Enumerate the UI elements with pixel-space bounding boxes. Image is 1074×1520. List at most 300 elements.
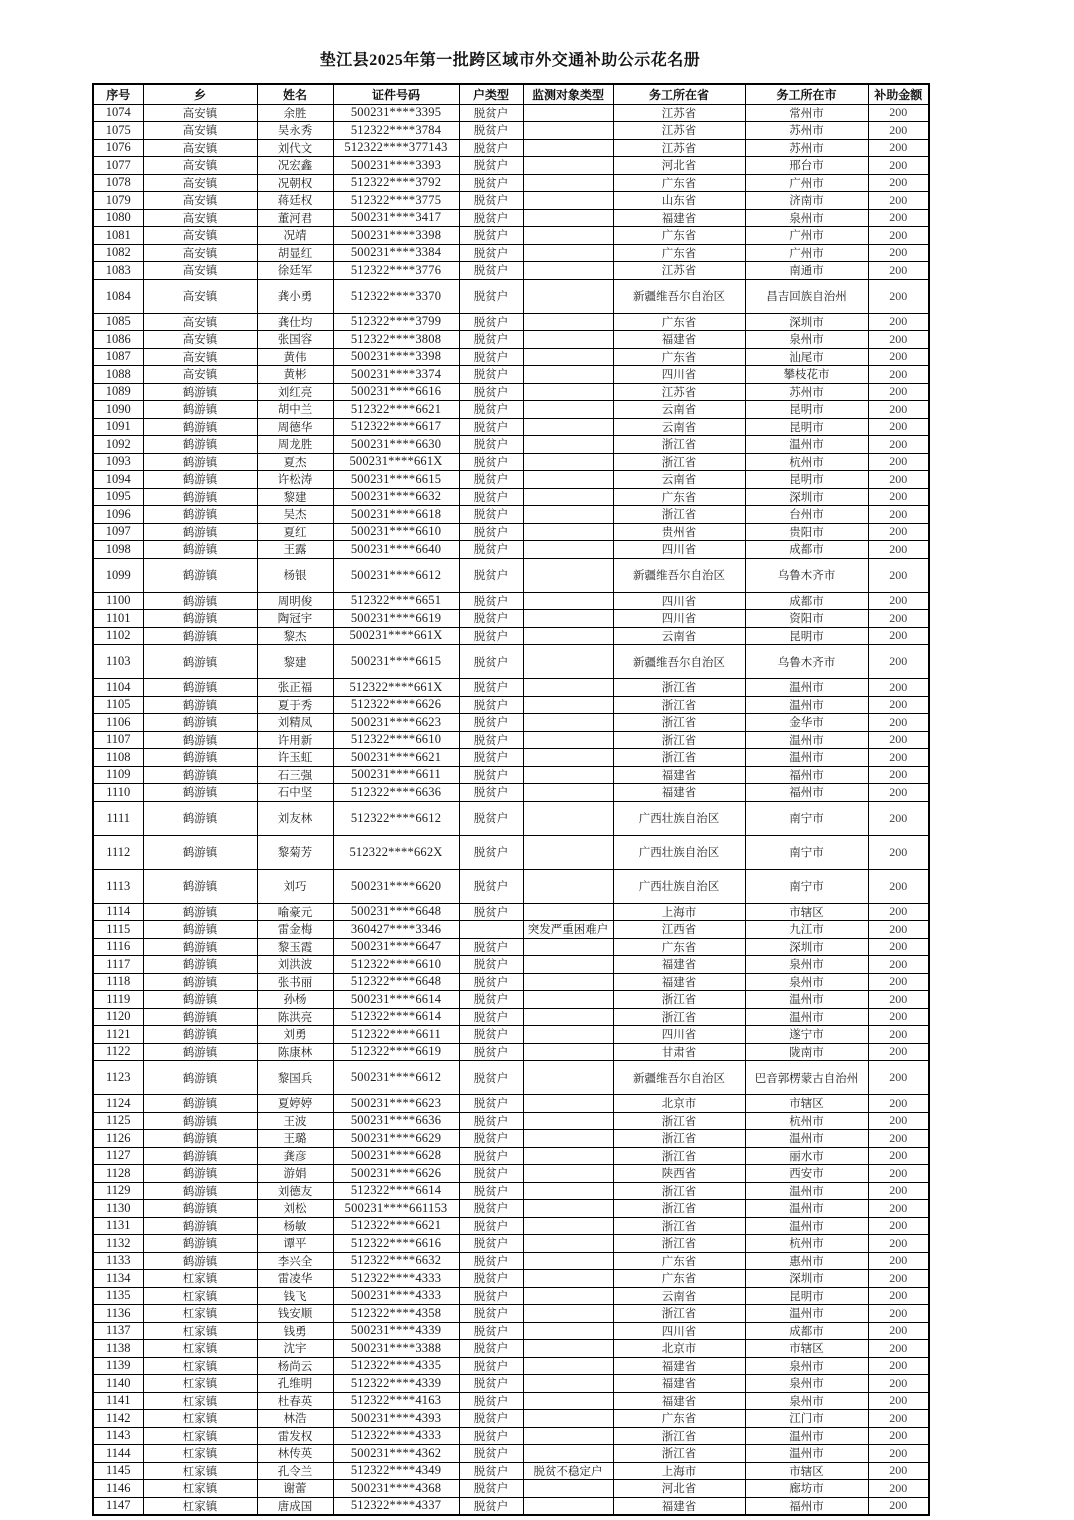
cell-township: 鹤游镇 [143,835,257,869]
cell-city: 温州市 [745,679,868,697]
cell-province: 福建省 [613,331,745,349]
cell-id-number: 500231****6620 [333,869,459,903]
table-row [93,262,929,280]
cell-household-type: 脱贫户 [459,749,523,767]
cell-amount: 200 [868,157,929,175]
table-row [93,471,929,489]
cell-amount: 200 [868,209,929,227]
cell-township: 鹤游镇 [143,541,257,559]
cell-seq: 1139 [93,1357,143,1375]
cell-province: 浙江省 [613,1112,745,1130]
cell-township: 鹤游镇 [143,488,257,506]
cell-name: 周德华 [257,418,333,436]
cell-monitor-type [523,1270,613,1288]
cell-household-type: 脱贫户 [459,227,523,245]
cell-city: 昆明市 [745,1287,868,1305]
cell-city: 汕尾市 [745,348,868,366]
cell-seq: 1091 [93,418,143,436]
cell-seq: 1078 [93,174,143,192]
table-row [93,139,929,157]
cell-city: 福州市 [745,766,868,784]
cell-province: 浙江省 [613,453,745,471]
cell-monitor-type [523,835,613,869]
cell-id-number: 512322****6614 [333,1008,459,1026]
cell-name: 夏婷婷 [257,1095,333,1113]
table-row [93,436,929,454]
table-row [93,1200,929,1218]
cell-monitor-type [523,903,613,921]
cell-township: 鹤游镇 [143,869,257,903]
cell-province: 福建省 [613,956,745,974]
cell-id-number: 512322****3775 [333,192,459,210]
cell-name: 黄彬 [257,366,333,384]
table-row [93,696,929,714]
cell-id-number: 512322****6610 [333,956,459,974]
cell-amount: 200 [868,1410,929,1428]
cell-city: 金华市 [745,714,868,732]
cell-city: 市辖区 [745,903,868,921]
cell-seq: 1094 [93,471,143,489]
cell-id-number: 500231****6630 [333,436,459,454]
cell-township: 鹤游镇 [143,453,257,471]
cell-township: 鹤游镇 [143,627,257,645]
cell-household-type: 脱贫户 [459,348,523,366]
cell-monitor-type [523,453,613,471]
cell-township: 鹤游镇 [143,1061,257,1095]
cell-township: 高安镇 [143,122,257,140]
cell-province: 四川省 [613,541,745,559]
table-row [93,1305,929,1323]
table-row [93,801,929,835]
cell-province: 江苏省 [613,383,745,401]
cell-seq: 1093 [93,453,143,471]
cell-amount: 200 [868,766,929,784]
cell-seq: 1095 [93,488,143,506]
cell-name: 雷凌华 [257,1270,333,1288]
table-row [93,1392,929,1410]
cell-monitor-type [523,558,613,592]
cell-seq: 1109 [93,766,143,784]
cell-amount: 200 [868,313,929,331]
cell-household-type: 脱贫户 [459,436,523,454]
cell-name: 许用新 [257,731,333,749]
cell-city: 泉州市 [745,1375,868,1393]
cell-township: 高安镇 [143,104,257,122]
cell-township: 鹤游镇 [143,1043,257,1061]
cell-seq: 1127 [93,1147,143,1165]
page-title: 垫江县2025年第一批跨区域市外交通补助公示花名册 [319,52,701,69]
cell-township: 鹤游镇 [143,921,257,939]
cell-seq: 1124 [93,1095,143,1113]
cell-household-type: 脱贫户 [459,313,523,331]
cell-province: 新疆维吾尔自治区 [613,645,745,679]
cell-name: 张国容 [257,331,333,349]
cell-household-type: 脱贫户 [459,1287,523,1305]
cell-city: 廊坊市 [745,1480,868,1498]
cell-amount: 200 [868,1217,929,1235]
cell-seq: 1137 [93,1322,143,1340]
cell-household-type: 脱贫户 [459,1392,523,1410]
cell-amount: 200 [868,1480,929,1498]
cell-id-number: 500231****6647 [333,938,459,956]
cell-city: 巴音郭楞蒙古自治州 [745,1061,868,1095]
cell-province: 广东省 [613,1270,745,1288]
cell-household-type: 脱贫户 [459,592,523,610]
column-header-province: 务工所在省 [613,84,745,104]
cell-household-type: 脱贫户 [459,471,523,489]
cell-household-type: 脱贫户 [459,766,523,784]
cell-amount: 200 [868,921,929,939]
cell-city: 泉州市 [745,956,868,974]
cell-household-type: 脱贫户 [459,1043,523,1061]
cell-city: 温州市 [745,696,868,714]
cell-city: 福州市 [745,1497,868,1515]
cell-township: 鹤游镇 [143,592,257,610]
cell-township: 高安镇 [143,279,257,313]
cell-id-number: 512322****6651 [333,592,459,610]
table-row [93,903,929,921]
cell-city: 温州市 [745,749,868,767]
cell-province: 陕西省 [613,1165,745,1183]
cell-province: 四川省 [613,592,745,610]
cell-amount: 200 [868,1357,929,1375]
cell-seq: 1132 [93,1235,143,1253]
cell-amount: 200 [868,1043,929,1061]
cell-township: 鹤游镇 [143,1008,257,1026]
table-row [93,104,929,122]
cell-household-type: 脱贫户 [459,418,523,436]
cell-id-number: 512322****4333 [333,1270,459,1288]
cell-id-number: 512322****377143 [333,139,459,157]
table-row [93,348,929,366]
cell-household-type: 脱贫户 [459,1130,523,1148]
cell-monitor-type [523,348,613,366]
cell-township: 杠家镇 [143,1392,257,1410]
cell-name: 徐廷军 [257,262,333,280]
cell-seq: 1089 [93,383,143,401]
cell-province: 福建省 [613,1375,745,1393]
cell-name: 龚仕均 [257,313,333,331]
cell-city: 泉州市 [745,331,868,349]
cell-household-type: 脱贫户 [459,1410,523,1428]
cell-township: 高安镇 [143,192,257,210]
cell-monitor-type: 突发严重困难户 [523,921,613,939]
cell-city: 苏州市 [745,139,868,157]
cell-seq: 1116 [93,938,143,956]
cell-city: 杭州市 [745,1235,868,1253]
cell-id-number: 512322****6617 [333,418,459,436]
table-row [93,157,929,175]
cell-township: 杠家镇 [143,1497,257,1515]
cell-name: 钱勇 [257,1322,333,1340]
cell-id-number: 500231****661X [333,453,459,471]
cell-seq: 1110 [93,784,143,802]
cell-monitor-type [523,801,613,835]
cell-city: 市辖区 [745,1095,868,1113]
cell-amount: 200 [868,453,929,471]
cell-province: 广东省 [613,488,745,506]
table-row [93,506,929,524]
table-row [93,1165,929,1183]
cell-province: 四川省 [613,1026,745,1044]
cell-seq: 1099 [93,558,143,592]
cell-amount: 200 [868,541,929,559]
cell-amount: 200 [868,1305,929,1323]
cell-amount: 200 [868,1095,929,1113]
cell-name: 刘红亮 [257,383,333,401]
cell-name: 刘代文 [257,139,333,157]
column-header-household-type: 户类型 [459,84,523,104]
cell-township: 鹤游镇 [143,938,257,956]
cell-township: 高安镇 [143,262,257,280]
cell-household-type: 脱贫户 [459,696,523,714]
cell-seq: 1129 [93,1182,143,1200]
cell-seq: 1120 [93,1008,143,1026]
cell-name: 李兴全 [257,1252,333,1270]
column-header-township: 乡 [143,84,257,104]
cell-id-number: 512322****4163 [333,1392,459,1410]
cell-name: 王璐 [257,1130,333,1148]
cell-amount: 200 [868,558,929,592]
cell-amount: 200 [868,348,929,366]
cell-monitor-type [523,1182,613,1200]
cell-amount: 200 [868,869,929,903]
cell-province: 新疆维吾尔自治区 [613,558,745,592]
column-header-seq: 序号 [93,84,143,104]
cell-household-type: 脱贫户 [459,801,523,835]
cell-township: 鹤游镇 [143,1026,257,1044]
cell-amount: 200 [868,1200,929,1218]
cell-city: 福州市 [745,784,868,802]
cell-id-number: 500231****6612 [333,558,459,592]
cell-household-type [459,921,523,939]
cell-id-number: 512322****3370 [333,279,459,313]
cell-household-type: 脱贫户 [459,973,523,991]
cell-household-type: 脱贫户 [459,1427,523,1445]
cell-id-number: 512322****6621 [333,1217,459,1235]
cell-seq: 1131 [93,1217,143,1235]
cell-id-number: 500231****6640 [333,541,459,559]
cell-township: 鹤游镇 [143,784,257,802]
cell-id-number: 512322****6616 [333,1235,459,1253]
cell-amount: 200 [868,835,929,869]
cell-amount: 200 [868,714,929,732]
cell-province: 广东省 [613,1410,745,1428]
cell-monitor-type [523,1287,613,1305]
table-row [93,279,929,313]
table-row [93,1182,929,1200]
table-row [93,488,929,506]
cell-name: 杨敏 [257,1217,333,1235]
cell-monitor-type [523,436,613,454]
cell-province: 广东省 [613,313,745,331]
cell-province: 浙江省 [613,1235,745,1253]
cell-city: 南宁市 [745,869,868,903]
table-row [93,366,929,384]
cell-monitor-type [523,383,613,401]
cell-province: 浙江省 [613,1130,745,1148]
table-row [93,1112,929,1130]
cell-id-number: 500231****4339 [333,1322,459,1340]
cell-household-type: 脱贫户 [459,1200,523,1218]
cell-monitor-type [523,1445,613,1463]
cell-city: 深圳市 [745,488,868,506]
cell-id-number: 500231****3395 [333,104,459,122]
roster-table-body [93,104,929,1515]
cell-id-number: 512322****4337 [333,1497,459,1515]
cell-seq: 1100 [93,592,143,610]
cell-id-number: 500231****6636 [333,1112,459,1130]
column-header-city: 务工所在市 [745,84,868,104]
cell-household-type: 脱贫户 [459,627,523,645]
cell-id-number: 512322****662X [333,835,459,869]
cell-city: 济南市 [745,192,868,210]
cell-amount: 200 [868,471,929,489]
cell-province: 上海市 [613,903,745,921]
cell-monitor-type [523,1026,613,1044]
cell-monitor-type [523,244,613,262]
cell-id-number: 500231****4362 [333,1445,459,1463]
cell-monitor-type [523,679,613,697]
cell-amount: 200 [868,784,929,802]
cell-amount: 200 [868,749,929,767]
cell-monitor-type [523,784,613,802]
cell-township: 鹤游镇 [143,1165,257,1183]
cell-amount: 200 [868,1462,929,1480]
cell-monitor-type [523,1095,613,1113]
cell-id-number: 512322****3799 [333,313,459,331]
cell-township: 高安镇 [143,244,257,262]
cell-amount: 200 [868,1270,929,1288]
table-row [93,1130,929,1148]
cell-city: 昆明市 [745,401,868,419]
cell-city: 乌鲁木齐市 [745,558,868,592]
cell-monitor-type [523,749,613,767]
cell-household-type: 脱贫户 [459,1322,523,1340]
cell-id-number: 500231****661X [333,627,459,645]
cell-name: 陈洪亮 [257,1008,333,1026]
cell-seq: 1126 [93,1130,143,1148]
cell-name: 夏杰 [257,453,333,471]
cell-id-number: 512322****6614 [333,1182,459,1200]
cell-seq: 1083 [93,262,143,280]
cell-name: 黎玉霞 [257,938,333,956]
cell-province: 江苏省 [613,104,745,122]
cell-name: 董河君 [257,209,333,227]
cell-seq: 1114 [93,903,143,921]
cell-province: 浙江省 [613,1217,745,1235]
cell-seq: 1098 [93,541,143,559]
table-row [93,1008,929,1026]
cell-township: 杠家镇 [143,1357,257,1375]
cell-amount: 200 [868,645,929,679]
cell-id-number: 500231****6615 [333,471,459,489]
cell-township: 鹤游镇 [143,610,257,628]
table-row [93,1410,929,1428]
table-row [93,645,929,679]
cell-amount: 200 [868,973,929,991]
cell-city: 温州市 [745,1130,868,1148]
table-row [93,244,929,262]
cell-city: 昌吉回族自治州 [745,279,868,313]
cell-monitor-type [523,1061,613,1095]
cell-name: 许玉虹 [257,749,333,767]
table-row [93,1357,929,1375]
cell-city: 泉州市 [745,1392,868,1410]
cell-seq: 1138 [93,1340,143,1358]
cell-city: 九江市 [745,921,868,939]
cell-household-type: 脱贫户 [459,1217,523,1235]
cell-amount: 200 [868,1252,929,1270]
cell-id-number: 500231****3374 [333,366,459,384]
cell-id-number: 500231****6629 [333,1130,459,1148]
cell-township: 杠家镇 [143,1322,257,1340]
cell-name: 龚彦 [257,1147,333,1165]
cell-household-type: 脱贫户 [459,1147,523,1165]
cell-township: 鹤游镇 [143,696,257,714]
table-row [93,192,929,210]
cell-amount: 200 [868,122,929,140]
cell-township: 鹤游镇 [143,1235,257,1253]
cell-name: 刘勇 [257,1026,333,1044]
cell-township: 鹤游镇 [143,679,257,697]
cell-household-type: 脱贫户 [459,1340,523,1358]
cell-province: 广东省 [613,174,745,192]
cell-household-type: 脱贫户 [459,1026,523,1044]
cell-province: 云南省 [613,401,745,419]
cell-amount: 200 [868,488,929,506]
cell-city: 昆明市 [745,418,868,436]
cell-province: 四川省 [613,1322,745,1340]
cell-township: 鹤游镇 [143,471,257,489]
cell-household-type: 脱贫户 [459,139,523,157]
cell-name: 孔维明 [257,1375,333,1393]
cell-province: 四川省 [613,610,745,628]
cell-monitor-type [523,1340,613,1358]
cell-id-number: 512322****6619 [333,1043,459,1061]
cell-monitor-type [523,1130,613,1148]
cell-amount: 200 [868,436,929,454]
cell-city: 深圳市 [745,1270,868,1288]
cell-township: 鹤游镇 [143,991,257,1009]
cell-monitor-type [523,471,613,489]
cell-township: 鹤游镇 [143,1095,257,1113]
cell-township: 杠家镇 [143,1305,257,1323]
cell-amount: 200 [868,1112,929,1130]
cell-amount: 200 [868,244,929,262]
cell-name: 谭平 [257,1235,333,1253]
cell-id-number: 500231****6632 [333,488,459,506]
cell-monitor-type [523,1480,613,1498]
cell-city: 广州市 [745,227,868,245]
table-row [93,418,929,436]
cell-province: 江苏省 [613,122,745,140]
cell-amount: 200 [868,1445,929,1463]
cell-name: 蒋廷权 [257,192,333,210]
cell-seq: 1076 [93,139,143,157]
cell-monitor-type [523,1217,613,1235]
cell-monitor-type [523,696,613,714]
cell-province: 四川省 [613,366,745,384]
cell-amount: 200 [868,1061,929,1095]
cell-province: 福建省 [613,784,745,802]
cell-household-type: 脱贫户 [459,956,523,974]
cell-province: 广东省 [613,244,745,262]
cell-amount: 200 [868,801,929,835]
table-row [93,1235,929,1253]
table-row [93,313,929,331]
cell-id-number: 512322****4335 [333,1357,459,1375]
